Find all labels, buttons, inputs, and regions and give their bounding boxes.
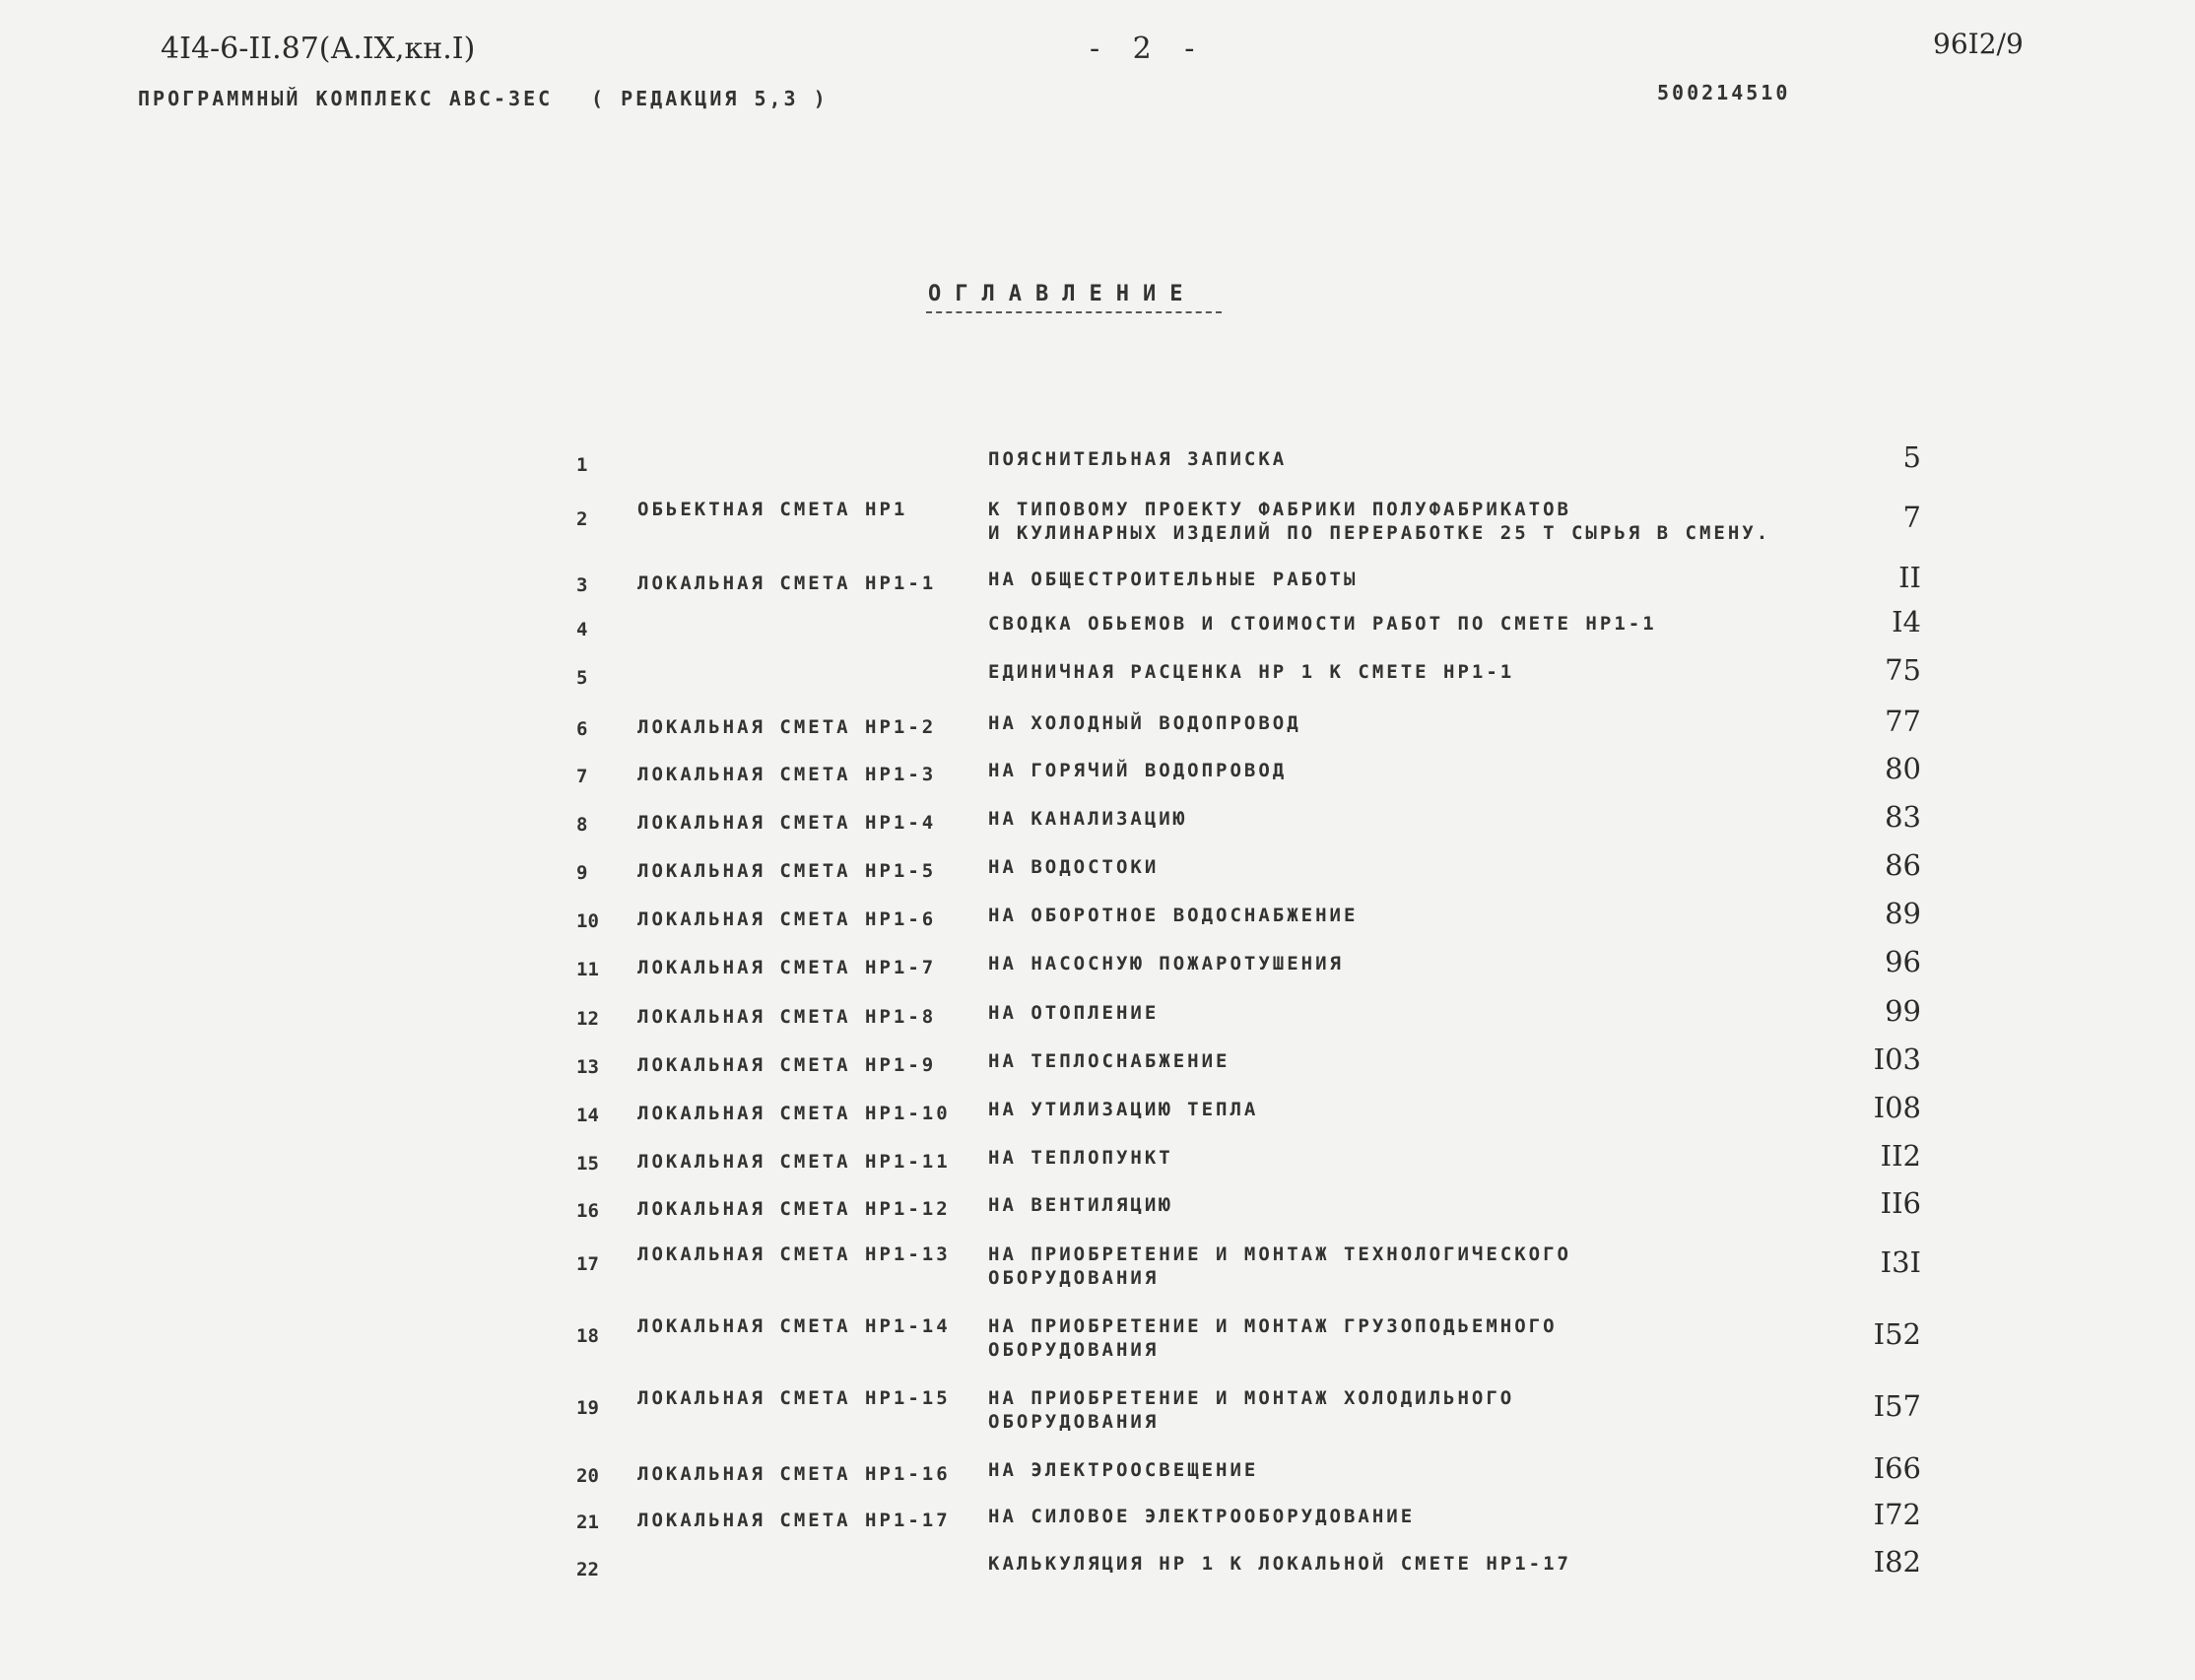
toc-row-number: 19 xyxy=(576,1397,599,1419)
toc-row-number: 14 xyxy=(576,1105,599,1126)
toc-title-underline xyxy=(926,311,1222,313)
toc-row-description: НА ПРИОБРЕТЕНИЕ И МОНТАЖ ХОЛОДИЛЬНОГО xyxy=(988,1387,1515,1409)
toc-row-description: СВОДКА ОБЬЕМОВ И СТОИМОСТИ РАБОТ ПО СМЕТЕ НР1-1 xyxy=(988,613,1657,635)
toc-row-page: I72 xyxy=(1873,1498,1921,1531)
toc-row-number: 17 xyxy=(576,1253,599,1275)
toc-row-description: КАЛЬКУЛЯЦИЯ НР 1 К ЛОКАЛЬНОЙ СМЕТЕ НР1-17 xyxy=(988,1553,1571,1575)
toc-row-number: 3 xyxy=(576,574,588,596)
toc-row-number: 6 xyxy=(576,718,588,740)
toc-row-description: НА ВЕНТИЛЯЦИЮ xyxy=(988,1194,1173,1216)
toc-row-description-continued: ОБОРУДОВАНИЯ xyxy=(988,1339,1160,1361)
toc-row-description: НА ПРИОБРЕТЕНИЕ И МОНТАЖ ГРУЗОПОДЬЕМНОГО xyxy=(988,1315,1558,1337)
toc-row-description: НА ХОЛОДНЫЙ ВОДОПРОВОД xyxy=(988,712,1301,734)
toc-row-section: ЛОКАЛЬНАЯ СМЕТА НР1-13 xyxy=(637,1243,951,1265)
toc-row-section: ЛОКАЛЬНАЯ СМЕТА НР1-9 xyxy=(637,1054,937,1076)
toc-row-number: 16 xyxy=(576,1200,599,1222)
toc-row-page: I08 xyxy=(1873,1091,1921,1124)
toc-row-page: 89 xyxy=(1885,897,1921,930)
toc-row-description: НА ОТОПЛЕНИЕ xyxy=(988,1002,1160,1024)
toc-row-description-continued: ОБОРУДОВАНИЯ xyxy=(988,1411,1160,1433)
toc-row-description: НА НАСОСНУЮ ПОЖАРОТУШЕНИЯ xyxy=(988,953,1344,974)
toc-row-section: ЛОКАЛЬНАЯ СМЕТА НР1-17 xyxy=(637,1510,951,1531)
toc-row-number: 21 xyxy=(576,1512,599,1533)
toc-row-number: 1 xyxy=(576,454,588,476)
toc-row-description: ЕДИНИЧНАЯ РАСЦЕНКА НР 1 К СМЕТЕ НР1-1 xyxy=(988,661,1515,683)
toc-row-description-continued: ОБОРУДОВАНИЯ xyxy=(988,1267,1160,1289)
toc-row-description: НА ТЕПЛОПУНКТ xyxy=(988,1147,1173,1169)
toc-row-description: К ТИПОВОМУ ПРОЕКТУ ФАБРИКИ ПОЛУФАБРИКАТОВ xyxy=(988,499,1571,520)
toc-row-description-continued: И КУЛИНАРНЫХ ИЗДЕЛИЙ ПО ПЕРЕРАБОТКЕ 25 Т СЫРЬЯ В СМЕНУ. xyxy=(988,522,1771,544)
toc-row-page: II6 xyxy=(1880,1186,1921,1220)
toc-row-page: 7 xyxy=(1902,501,1921,534)
toc-title: ОГЛАВЛЕНИЕ xyxy=(928,282,1197,306)
toc-row-page: 86 xyxy=(1885,848,1921,882)
toc-row-number: 10 xyxy=(576,910,599,932)
toc-row-page: II2 xyxy=(1880,1139,1921,1173)
serial-number: 500214510 xyxy=(1657,81,1791,104)
toc-row-page: II xyxy=(1898,561,1921,594)
toc-row-section: ЛОКАЛЬНАЯ СМЕТА НР1-15 xyxy=(637,1387,951,1409)
toc-row-section: ЛОКАЛЬНАЯ СМЕТА НР1-11 xyxy=(637,1151,951,1173)
toc-row-section: ЛОКАЛЬНАЯ СМЕТА НР1-6 xyxy=(637,908,937,930)
toc-row-description: НА ОБЩЕСТРОИТЕЛЬНЫЕ РАБОТЫ xyxy=(988,569,1359,590)
toc-row-description: НА СИЛОВОЕ ЭЛЕКТРООБОРУДОВАНИЕ xyxy=(988,1506,1416,1527)
toc-row-section: ЛОКАЛЬНАЯ СМЕТА НР1-1 xyxy=(637,572,937,594)
toc-row-section: ЛОКАЛЬНАЯ СМЕТА НР1-3 xyxy=(637,764,937,785)
toc-row-section: ЛОКАЛЬНАЯ СМЕТА НР1-7 xyxy=(637,957,937,978)
toc-row-number: 13 xyxy=(576,1056,599,1078)
toc-row-section: ЛОКАЛЬНАЯ СМЕТА НР1-14 xyxy=(637,1315,951,1337)
toc-row-section: ЛОКАЛЬНАЯ СМЕТА НР1-4 xyxy=(637,812,937,834)
toc-row-number: 8 xyxy=(576,814,588,836)
toc-row-page: I66 xyxy=(1873,1451,1921,1485)
toc-row-number: 15 xyxy=(576,1153,599,1175)
toc-row-number: 12 xyxy=(576,1008,599,1030)
toc-row-page: 5 xyxy=(1902,440,1921,474)
toc-row-section: ЛОКАЛЬНАЯ СМЕТА НР1-10 xyxy=(637,1103,951,1124)
toc-row-description: НА ТЕПЛОСНАБЖЕНИЕ xyxy=(988,1050,1231,1072)
toc-row-description: НА КАНАЛИЗАЦИЮ xyxy=(988,808,1188,830)
toc-row-page: 75 xyxy=(1885,653,1921,687)
toc-row-description: ПОЯСНИТЕЛЬНАЯ ЗАПИСКА xyxy=(988,448,1288,470)
toc-row-page: 80 xyxy=(1885,752,1921,785)
toc-row-description: НА УТИЛИЗАЦИЮ ТЕПЛА xyxy=(988,1099,1259,1120)
toc-row-number: 9 xyxy=(576,862,588,884)
toc-row-number: 18 xyxy=(576,1325,599,1347)
toc-row-number: 2 xyxy=(576,508,588,530)
toc-row-description: НА ВОДОСТОКИ xyxy=(988,856,1160,878)
toc-row-section: ЛОКАЛЬНАЯ СМЕТА НР1-5 xyxy=(637,860,937,882)
toc-row-description: НА ОБОРОТНОЕ ВОДОСНАБЖЕНИЕ xyxy=(988,905,1359,926)
toc-row-description: НА ЭЛЕКТРООСВЕЩЕНИЕ xyxy=(988,1459,1259,1481)
toc-row-number: 11 xyxy=(576,959,599,980)
toc-row-page: 96 xyxy=(1885,945,1921,978)
toc-row-number: 4 xyxy=(576,619,588,640)
redaction-label: ( РЕДАКЦИЯ 5,3 ) xyxy=(591,87,829,110)
document-code: 4I4-6-II.87(А.IX,кн.I) xyxy=(161,32,476,66)
toc-row-section: ЛОКАЛЬНАЯ СМЕТА НР1-8 xyxy=(637,1006,937,1028)
toc-row-section: ОБЬЕКТНАЯ СМЕТА НР1 xyxy=(637,499,908,520)
toc-row-page: 77 xyxy=(1885,705,1921,738)
toc-row-section: ЛОКАЛЬНАЯ СМЕТА НР1-16 xyxy=(637,1463,951,1485)
toc-row-page: I52 xyxy=(1873,1317,1921,1351)
toc-row-page: I03 xyxy=(1873,1042,1921,1076)
toc-row-section: ЛОКАЛЬНАЯ СМЕТА НР1-2 xyxy=(637,716,937,738)
toc-row-page: 99 xyxy=(1885,994,1921,1028)
toc-row-page: 83 xyxy=(1885,800,1921,834)
toc-row-number: 20 xyxy=(576,1465,599,1487)
toc-row-number: 5 xyxy=(576,667,588,689)
toc-row-section: ЛОКАЛЬНАЯ СМЕТА НР1-12 xyxy=(637,1198,951,1220)
toc-row-description: НА ГОРЯЧИЙ ВОДОПРОВОД xyxy=(988,760,1288,781)
page-number: - 2 - xyxy=(1090,32,1207,66)
sheet-code: 96I2/9 xyxy=(1933,28,2024,60)
program-name: ПРОГРАММНЫЙ КОМПЛЕКС АВС-ЗЕС xyxy=(138,87,554,110)
toc-row-page: I57 xyxy=(1873,1389,1921,1423)
toc-row-description: НА ПРИОБРЕТЕНИЕ И МОНТАЖ ТЕХНОЛОГИЧЕСКОГО xyxy=(988,1243,1571,1265)
toc-row-number: 7 xyxy=(576,766,588,787)
toc-row-number: 22 xyxy=(576,1559,599,1580)
toc-row-page: I4 xyxy=(1892,605,1921,638)
toc-row-page: I3I xyxy=(1880,1245,1921,1279)
toc-row-page: I82 xyxy=(1873,1545,1921,1579)
